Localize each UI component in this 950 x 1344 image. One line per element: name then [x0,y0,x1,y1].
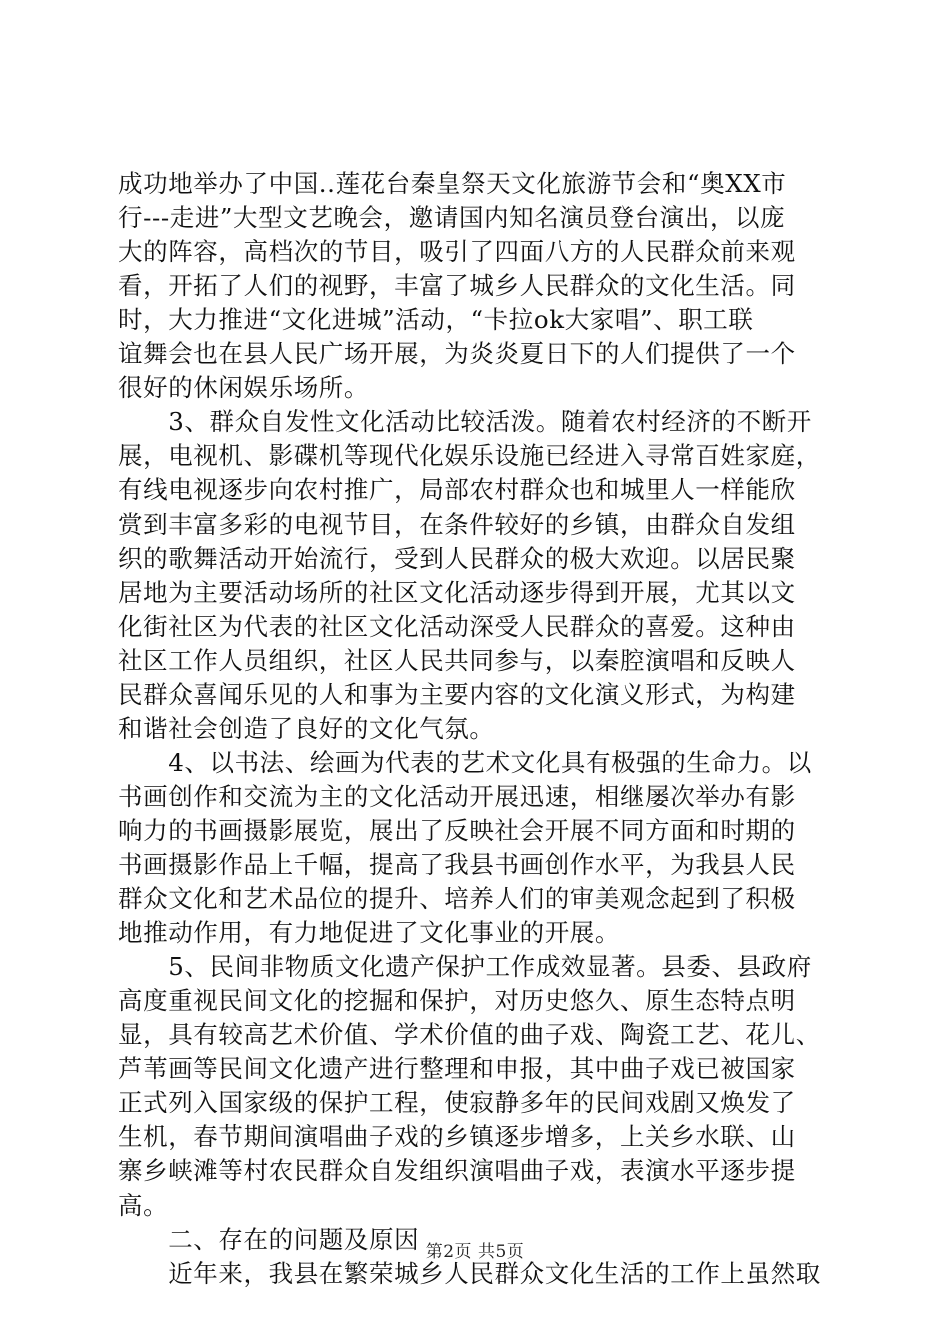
text-line: 3、群众自发性文化活动比较活泼。随着农村经济的不断开 [118,407,812,437]
text-line: 居地为主要活动场所的社区文化活动逐步得到开展，尤其以文 [118,577,796,607]
text-line: 赏到丰富多彩的电视节目，在条件较好的乡镇，由群众自发组 [118,509,796,539]
text-line: 成功地举办了中国..莲花台秦皇祭天文化旅游节会和“奥XX市 [118,169,787,198]
text-line: 很好的休闲娱乐场所。 [118,373,369,403]
text-line: 社区工作人员组织，社区人民共同参与，以秦腔演唱和反映人 [118,645,796,675]
text-line: 有线电视逐步向农村推广，局部农村群众也和城里人一样能欣 [118,475,796,505]
text-line: 地推动作用，有力地促进了文化事业的开展。 [118,918,620,948]
text-line: 和谐社会创造了良好的文化气氛。 [118,713,495,743]
text-line: 芦苇画等民间文化遗产进行整理和申报，其中曲子戏已被国家 [118,1054,796,1084]
text-line: 近年来，我县在繁荣城乡人民群众文化生活的工作上虽然取 [118,1258,821,1288]
text-line: 看，开拓了人们的视野，丰富了城乡人民群众的文化生活。同 [118,271,796,301]
text-line: 生机，春节期间演唱曲子戏的乡镇逐步增多，上关乡水联、山 [118,1122,796,1152]
text-line: 织的歌舞活动开始流行，受到人民群众的极大欢迎。以居民聚 [118,543,796,573]
text-line: 响力的书画摄影展览，展出了反映社会开展不同方面和时期的 [118,815,796,845]
text-line: 谊舞会也在县人民广场开展，为炎炎夏日下的人们提供了一个 [118,339,796,369]
text-line: 化街社区为代表的社区文化活动深受人民群众的喜爱。这种由 [118,611,796,641]
text-line: 时，大力推进“文化进城”活动，“卡拉ok大家唱”、职工联 [118,305,754,335]
text-line: 民群众喜闻乐见的人和事为主要内容的文化演义形式，为构建 [118,679,796,709]
text-line: 高度重视民间文化的挖掘和保护，对历史悠久、原生态特点明 [118,986,796,1016]
text-line: 群众文化和艺术品位的提升、培养人们的审美观念起到了积极 [118,884,796,914]
text-line: 展，电视机、影碟机等现代化娱乐设施已经进入寻常百姓家庭， [118,441,821,471]
text-line: 4、以书法、绘画为代表的艺术文化具有极强的生命力。以 [118,747,812,777]
text-line: 行---走进”大型文艺晚会，邀请国内知名演员登台演出，以庞 [118,203,786,233]
text-line: 5、民间非物质文化遗产保护工作成效显著。县委、县政府 [118,952,812,982]
page-footer: 第2页 共5页 [425,1242,525,1262]
text-line: 寨乡峡滩等村农民群众自发组织演唱曲子戏，表演水平逐步提 [118,1156,796,1186]
text-line: 显，具有较高艺术价值、学术价值的曲子戏、陶瓷工艺、花儿、 [118,1020,821,1050]
text-line: 高。 [118,1190,169,1220]
text-line: 二、存在的问题及原因 [118,1224,420,1254]
text-line: 大的阵容，高档次的节目，吸引了四面八方的人民群众前来观 [118,237,796,267]
text-line: 书画摄影作品上千幅，提高了我县书画创作水平，为我县人民 [118,850,796,879]
text-line: 正式列入国家级的保护工程，使寂静多年的民间戏剧又焕发了 [118,1088,796,1118]
text-line: 书画创作和交流为主的文化活动开展迅速，相继屡次举办有影 [118,781,796,811]
